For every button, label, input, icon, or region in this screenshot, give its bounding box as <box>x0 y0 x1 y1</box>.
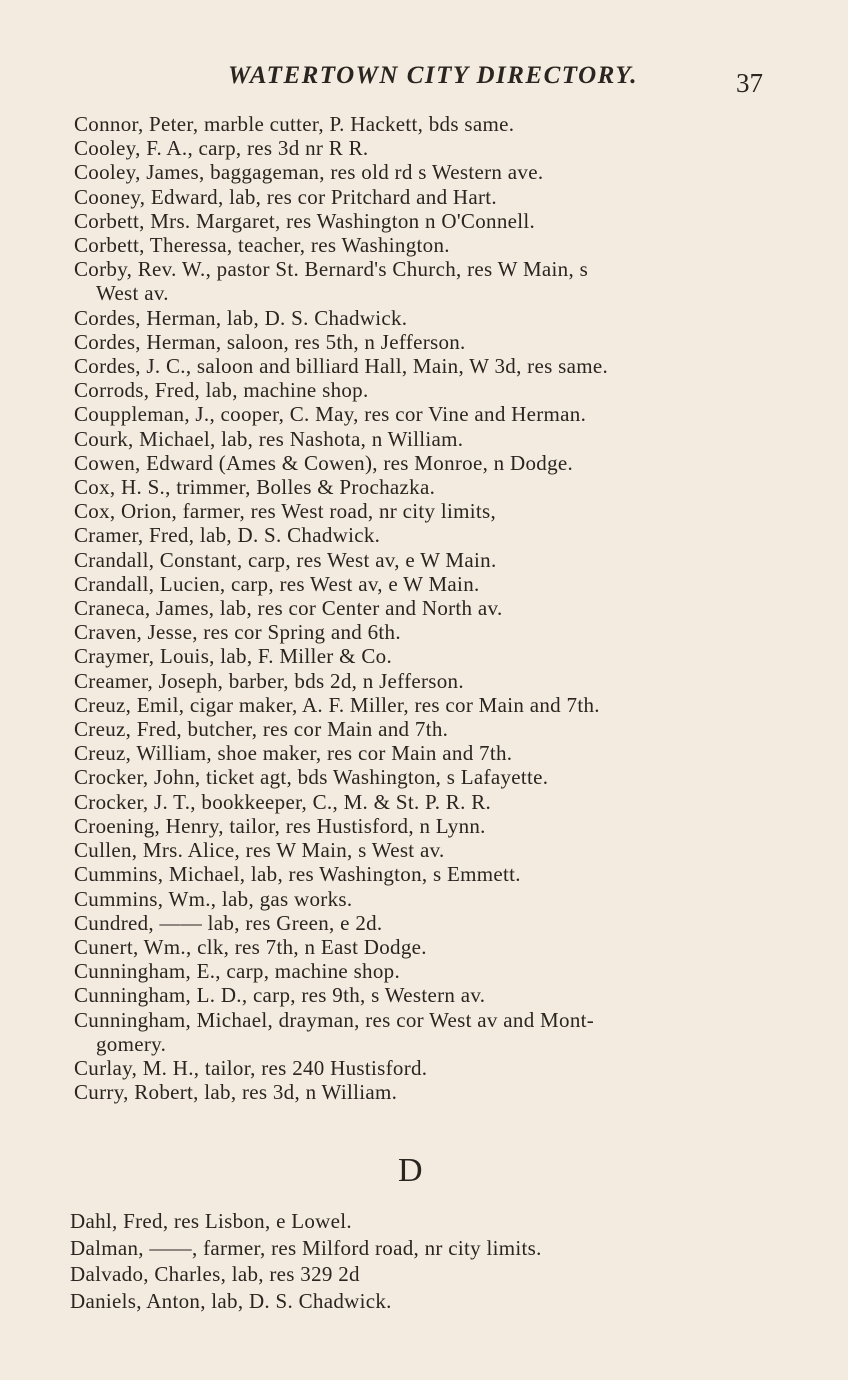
directory-entry: Cummins, Wm., lab, gas works. <box>74 886 353 911</box>
directory-entry: Corby, Rev. W., pastor St. Bernard's Church, res W Main, s <box>74 257 589 282</box>
directory-entry: Croening, Henry, tailor, res Hustisford, n Lynn. <box>74 813 486 838</box>
directory-entry: Courk, Michael, lab, res Nashota, n William. <box>74 426 464 451</box>
running-header-title: WATERTOWN CITY DIRECTORY. <box>228 62 639 89</box>
directory-entry: Curry, Robert, lab, res 3d, n William. <box>74 1080 398 1105</box>
directory-entry: Crandall, Constant, carp, res West av, e W Main. <box>74 547 497 572</box>
directory-entry: Cullen, Mrs. Alice, res W Main, s West av. <box>74 838 445 863</box>
directory-entry: Daniels, Anton, lab, D. S. Chadwick. <box>70 1288 392 1313</box>
section-heading-d: D <box>398 1152 423 1189</box>
directory-entry: Cowen, Edward (Ames & Cowen), res Monroe, n Dodge. <box>74 450 574 475</box>
directory-entry: Crandall, Lucien, carp, res West av, e W Main. <box>74 571 480 596</box>
directory-entry: Cooley, F. A., carp, res 3d nr R R. <box>74 136 369 161</box>
page-number: 37 <box>736 68 763 98</box>
entries-d-list <box>70 1208 770 1314</box>
directory-entry: Cummins, Michael, lab, res Washington, s Emmett. <box>74 862 521 887</box>
directory-entry: Cooney, Edward, lab, res cor Pritchard and Hart. <box>74 184 497 209</box>
directory-entry: Dalvado, Charles, lab, res 329 2d <box>70 1262 360 1286</box>
directory-entry: Curlay, M. H., tailor, res 240 Hustisford. <box>74 1055 428 1080</box>
directory-entry: Cordes, Herman, saloon, res 5th, n Jefferson. <box>74 329 466 354</box>
directory-entry: Craven, Jesse, res cor Spring and 6th. <box>74 620 401 645</box>
directory-entry: Cordes, J. C., saloon and billiard Hall, Main, W 3d, res same. <box>74 354 609 379</box>
directory-entry: Creamer, Joseph, barber, bds 2d, n Jefferson. <box>74 668 464 693</box>
directory-entry: Cox, H. S., trimmer, Bolles & Prochazka. <box>74 475 436 500</box>
directory-entry-continuation: West av. <box>96 281 169 306</box>
entries-c-list <box>74 112 774 1104</box>
directory-entry: Cox, Orion, farmer, res West road, nr city limits, <box>74 499 497 524</box>
directory-entry: Creuz, Fred, butcher, res cor Main and 7th. <box>74 717 449 742</box>
directory-entry: Creuz, William, shoe maker, res cor Main and 7th. <box>74 741 513 766</box>
directory-entry: Craymer, Louis, lab, F. Miller & Co. <box>74 644 392 669</box>
directory-entry: Craneca, James, lab, res cor Center and North av. <box>74 596 503 621</box>
directory-entry: Crocker, J. T., bookkeeper, C., M. & St. P. R. R. <box>74 789 492 814</box>
directory-entry: Cooley, James, baggageman, res old rd s Western ave. <box>74 160 544 185</box>
directory-entry: Couppleman, J., cooper, C. May, res cor Vine and Herman. <box>74 402 587 427</box>
directory-entry: Creuz, Emil, cigar maker, A. F. Miller, res cor Main and 7th. <box>74 692 600 717</box>
directory-entry: Cunert, Wm., clk, res 7th, n East Dodge. <box>74 934 427 959</box>
directory-entry: Cordes, Herman, lab, D. S. Chadwick. <box>74 305 408 330</box>
directory-entry: Corbett, Theressa, teacher, res Washington. <box>74 233 450 258</box>
directory-entry: Cunningham, Michael, drayman, res cor West av and Mont- <box>74 1007 595 1032</box>
directory-entry: Dalman, ——, farmer, res Milford road, nr city limits. <box>70 1235 542 1260</box>
directory-entry: Dahl, Fred, res Lisbon, e Lowel. <box>70 1209 352 1233</box>
directory-entry: Corbett, Mrs. Margaret, res Washington n O'Connell. <box>74 208 536 233</box>
directory-entry: Crocker, John, ticket agt, bds Washington, s Lafayette. <box>74 765 549 790</box>
directory-entry: Connor, Peter, marble cutter, P. Hackett, bds same. <box>74 112 515 136</box>
directory-entry-continuation: gomery. <box>96 1031 167 1056</box>
directory-entry: Cunningham, L. D., carp, res 9th, s Western av. <box>74 983 486 1008</box>
directory-entry: Cramer, Fred, lab, D. S. Chadwick. <box>74 523 381 548</box>
directory-entry: Cunningham, E., carp, machine shop. <box>74 959 401 984</box>
directory-entry: Cundred, —— lab, res Green, e 2d. <box>74 910 383 935</box>
directory-entry: Corrods, Fred, lab, machine shop. <box>74 378 369 403</box>
